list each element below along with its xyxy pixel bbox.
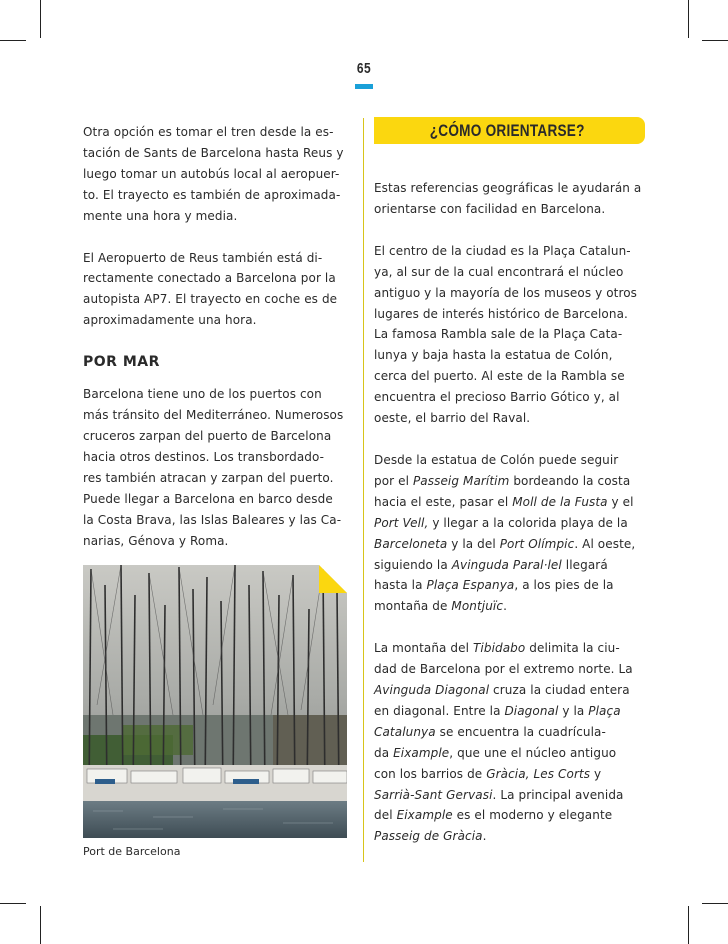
- text-run: , que une el núcleo antiguo: [449, 745, 617, 760]
- italic-place-name: Sarrià-Sant Gervasi: [374, 787, 493, 802]
- paragraph-coast: [374, 450, 650, 617]
- text-run: Barcelona tiene uno de los puertos con: [83, 387, 322, 402]
- text-run: Estas referencias geográficas le ayudarán a: [374, 181, 642, 195]
- column-divider: [363, 118, 364, 862]
- page-number-bar: [355, 84, 373, 89]
- italic-place-name: Port Olímpic: [499, 536, 575, 551]
- text-run: del: [374, 808, 397, 823]
- text-run: mente una hora y media.: [83, 208, 238, 223]
- text-run: siguiendo la: [374, 557, 452, 572]
- text-run: to. El trayecto es también de aproximada-: [83, 187, 341, 202]
- right-column: [374, 178, 650, 868]
- italic-place-name: Plaça: [588, 703, 621, 718]
- crop-mark: [40, 0, 41, 38]
- italic-place-name: Tibidabo: [472, 641, 526, 656]
- italic-place-name: Gràcia, Les Corts: [486, 766, 591, 781]
- paragraph-city-centre: [374, 241, 650, 429]
- text-run: La montaña del: [374, 641, 473, 656]
- italic-place-name: Plaça Espanya: [426, 578, 515, 593]
- italic-place-name: Eixample: [396, 808, 453, 823]
- text-run: .: [482, 829, 487, 844]
- text-run: antiguo y la mayoría de los museos y otros: [374, 285, 638, 300]
- text-run: El Aeropuerto de Reus también está di-: [83, 250, 323, 265]
- text-run: aproximadamente una hora.: [83, 313, 257, 328]
- italic-place-name: Barceloneta: [374, 536, 448, 551]
- crop-mark: [0, 40, 26, 41]
- paragraph-port: [83, 384, 355, 551]
- text-run: El centro de la ciudad es la Plaça Catalun-: [374, 243, 631, 258]
- text-run: y llegar a la colorida playa de la: [428, 515, 628, 530]
- text-run: oeste, el barrio del Raval.: [374, 411, 531, 426]
- text-run: autopista AP7. El trayecto en coche es de: [83, 292, 338, 307]
- text-run: cerca del puerto. Al este de la Rambla se: [374, 369, 625, 384]
- text-run: dad de Barcelona por el extremo norte. La: [374, 662, 633, 677]
- text-run: .: [503, 599, 507, 614]
- text-run: orientarse con facilidad en Barcelona.: [374, 201, 606, 216]
- left-column: [83, 122, 355, 572]
- page-number: 65: [356, 60, 372, 77]
- text-run: lugares de interés histórico de Barcelona.: [374, 306, 628, 321]
- text-run: hasta la: [374, 578, 427, 593]
- crop-mark: [40, 906, 41, 944]
- text-run: en diagonal. Entre la: [374, 703, 505, 718]
- orientation-box-title: [374, 117, 645, 144]
- italic-place-name: Avinguda Diagonal: [374, 683, 490, 698]
- text-run: . Al oeste,: [574, 536, 636, 551]
- crop-mark: [702, 903, 728, 904]
- text-run: ya, al sur de la cual encontrará el núcleo: [374, 264, 624, 279]
- italic-place-name: Diagonal: [504, 703, 559, 718]
- italic-place-name: Montjuïc: [451, 599, 504, 614]
- text-run: y el: [607, 494, 634, 509]
- paragraph-train-reus: [83, 122, 355, 227]
- italic-place-name: Eixample: [393, 745, 450, 760]
- italic-place-name: Port Vell,: [374, 515, 429, 530]
- text-run: cruza la ciudad entera: [489, 683, 630, 698]
- text-run: más tránsito del Mediterráneo. Numerosos: [83, 408, 344, 423]
- text-run: delimita la ciu-: [525, 641, 620, 656]
- text-run: llegará: [561, 557, 608, 572]
- text-run: , a los pies de la: [514, 578, 614, 593]
- text-run: montaña de: [374, 599, 452, 614]
- text-run: y la: [558, 703, 589, 718]
- text-run: La famosa Rambla sale de la Plaça Cata-: [374, 327, 623, 342]
- text-run: la Costa Brava, las Islas Baleares y las Ca-: [83, 512, 342, 527]
- crop-mark: [0, 903, 26, 904]
- paragraph-reus-airport: [83, 248, 355, 332]
- text-run: encuentra el precioso Barrio Gótico y, al: [374, 390, 620, 405]
- text-run: Otra opción es tomar el tren desde la es-: [83, 125, 334, 139]
- text-run: se encuentra la cuadrícula-: [435, 724, 606, 739]
- section-heading-por-mar: POR MAR: [83, 354, 160, 371]
- text-run: cruceros zarpan del puerto de Barcelona: [83, 428, 332, 443]
- text-run: con los barrios de: [374, 766, 487, 781]
- text-run: lunya y baja hasta la estatua de Colón,: [374, 348, 613, 363]
- harbour-sailboats-image: [83, 565, 347, 838]
- crop-mark: [688, 0, 689, 38]
- text-run: res también atracan y zarpan del puerto.: [83, 470, 334, 485]
- text-run: es el moderno y elegante: [452, 808, 613, 823]
- text-run: Desde la estatua de Colón puede seguir: [374, 452, 619, 467]
- text-run: y: [590, 766, 602, 781]
- text-run: da: [374, 745, 394, 760]
- text-run: por el: [374, 473, 413, 488]
- paragraph-intro: [374, 178, 650, 220]
- crop-mark: [702, 40, 728, 41]
- italic-place-name: Catalunya: [374, 724, 436, 739]
- text-run: tación de Sants de Barcelona hasta Reus y: [83, 145, 344, 160]
- italic-place-name: Passeig de Gràcia: [374, 829, 483, 844]
- text-run: hacia otros destinos. Los transbordado-: [83, 449, 325, 464]
- photo-caption: Port de Barcelona: [83, 845, 181, 858]
- text-run: rectamente conectado a Barcelona por la: [83, 271, 336, 286]
- text-run: . La principal avenida: [492, 787, 624, 802]
- text-run: Puede llegar a Barcelona en barco desde: [83, 491, 333, 506]
- port-photo: [83, 565, 347, 838]
- text-run: narias, Génova y Roma.: [83, 533, 229, 548]
- paragraph-north: [374, 638, 650, 847]
- italic-place-name: Passeig Marítim: [412, 473, 510, 488]
- orientation-title-text: ¿CÓMO ORIENTARSE?: [430, 120, 585, 140]
- text-run: hacia el este, pasar el: [374, 494, 513, 509]
- text-run: luego tomar un autobús local al aeropuer-: [83, 166, 340, 181]
- text-run: y la del: [447, 536, 500, 551]
- italic-place-name: Avinguda Paral·lel: [451, 557, 562, 572]
- italic-place-name: Moll de la Fusta: [512, 494, 608, 509]
- text-run: bordeando la costa: [509, 473, 631, 488]
- crop-mark: [688, 906, 689, 944]
